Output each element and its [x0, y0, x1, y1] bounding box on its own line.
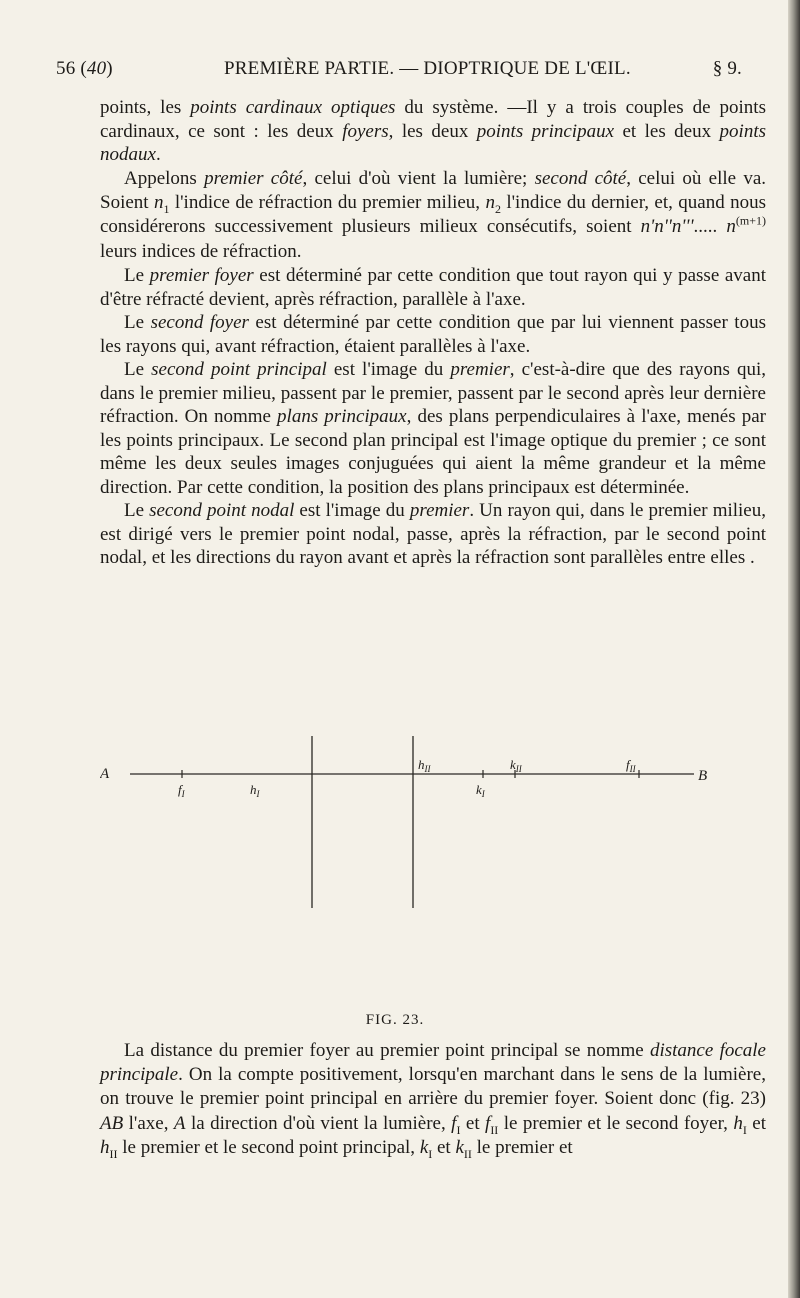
section-mark: § 9.: [712, 58, 742, 79]
body-text-bottom: [100, 1039, 766, 1160]
paragraph-sides: Appelons premier côté, celui d'où vient la lumière; second côté, celui où elle va. Soient $n_1$ l'indice de réfraction du premier milieu, $n_2$ l'indice du dernier, et, quand nous considérerons successivement plusieurs milieux consécutifs, soient n'n''n'''..... $n^{(m+1)}$ leurs indices de réfraction.: [100, 167, 767, 262]
label-k2: $k_{II}$: [510, 757, 522, 774]
page-edge-shadow: [788, 0, 800, 1298]
paragraph-first-focus: Le premier foyer est déterminé par cette condition que tout rayon qui y passe avant d'être réfracté devient, après réfraction, parallèle à l'axe.: [100, 265, 766, 310]
paragraph-focal-distance: La distance du premier foyer au premier point principal se nomme distance focale principale. On la compte positivement, lorsqu'en marchant dans le sens de la lumière, on trouve le premier point principal en arrière du premier foyer. Soient donc (fig. 23) AB l'axe, A la direction d'où vient la lumière, $f_I$ et $f_{II}$ le premier et le second foyer, $h_I$ et $h_{II}$ le premier et le second point principal, $k_I$ et $k_{II}$ le premier et: [100, 1040, 766, 1161]
label-h1: $h_I$: [250, 782, 260, 799]
body-text-top: [100, 96, 766, 570]
paragraph-nodal-points: Le second point nodal est l'image du premier. Un rayon qui, dans le premier milieu, est dirigé vers le premier point nodal, passe, après la réfraction, par le second point nodal, et les directions du rayon avant et après la réfraction sont parallèles entre elles .: [100, 500, 766, 569]
running-title: PREMIÈRE PARTIE. — DIOPTRIQUE DE L'ŒIL.: [224, 58, 631, 79]
figure-caption: FIG. 23.: [365, 1012, 425, 1028]
paragraph-cardinal-points: points, les points cardinaux optiques du système. —Il y a trois couples de points cardinaux, ce sont : les deux foyers, les deux points principaux et les deux points nodaux.: [100, 97, 766, 165]
label-f1: $f_I$: [178, 782, 185, 799]
label-f2: $f_{II}$: [626, 757, 636, 774]
figure-23-diagram: [100, 736, 766, 916]
paragraph-principal-points: Le second point principal est l'image du premier, c'est-à-dire que des rayons qui, dans le premier milieu, passent par le premier, passent par le second après leur dernière réfraction. On nomme plans principaux, des plans perpendiculaires à l'axe, menés par les points principaux. Le second plan principal est l'image optique du premier ; ce sont même les deux seules images conjuguées qui aient la même grandeur et la même direction. Par cette condition, la position des plans principaux est déterminée.: [100, 359, 766, 498]
label-h2: $h_{II}$: [418, 757, 431, 774]
label-A: A: [100, 766, 110, 782]
label-k1: $k_I$: [476, 782, 485, 799]
paragraph-second-focus: Le second foyer est déterminé par cette condition que par lui viennent passer tous les rayons qui, avant réfraction, étaient parallèles à l'axe.: [100, 312, 766, 357]
page-number: 56 (40): [56, 58, 113, 79]
page-header: [56, 58, 742, 88]
label-B: B: [698, 768, 708, 784]
